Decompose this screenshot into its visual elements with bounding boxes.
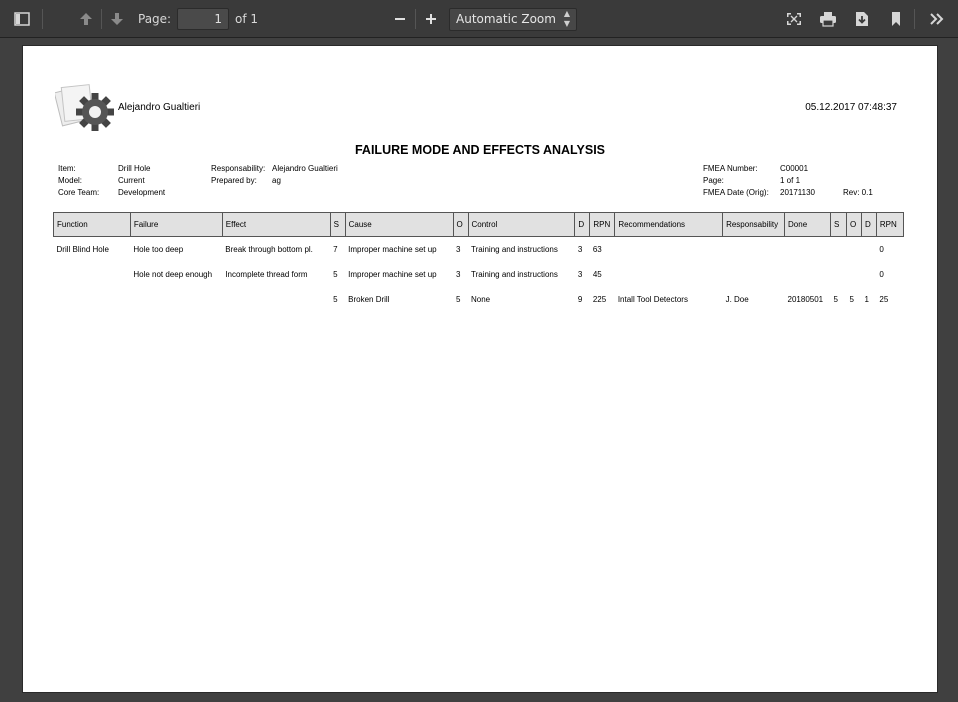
table-cell: 5 — [456, 294, 461, 304]
fmea-number-value: C00001 — [780, 164, 809, 173]
table-cell: 1 — [864, 294, 869, 304]
table-cell: 45 — [592, 269, 602, 279]
table-cell: Break through bottom pl. — [225, 244, 313, 254]
report-datetime: 05.12.2017 07:48:37 — [805, 102, 897, 113]
prepared-by-key: Prepared by: — [211, 176, 257, 185]
zoom-in-icon[interactable] — [419, 8, 443, 30]
table-cell: 5 — [333, 294, 338, 304]
table-cell — [222, 287, 330, 312]
revision: Rev: 0.1 — [843, 188, 873, 197]
table-cell — [846, 262, 861, 287]
table-cell: 25 — [879, 294, 889, 304]
column-header: S — [830, 213, 846, 237]
fmea-number-key: FMEA Number: — [703, 164, 758, 173]
column-header: Effect — [222, 213, 330, 237]
table-cell: Hole too deep — [133, 244, 184, 254]
table-cell: 5 — [833, 294, 838, 304]
table-header-row — [54, 213, 904, 237]
fmea-date-key: FMEA Date (Orig): — [703, 188, 769, 197]
table-cell: 0 — [879, 244, 884, 254]
column-header: O — [846, 213, 861, 237]
meta-right — [703, 163, 903, 203]
sidebar-toggle-icon[interactable] — [10, 8, 34, 30]
bookmark-icon[interactable] — [884, 8, 908, 30]
toolbar-separator — [914, 9, 915, 29]
model-value: Current — [118, 176, 145, 185]
table-cell: 63 — [592, 244, 602, 254]
responsability-key: Responsability: — [211, 164, 266, 173]
next-page-icon[interactable] — [105, 8, 129, 30]
table-row — [54, 262, 904, 287]
fmea-table — [53, 212, 904, 312]
table-cell: Hole not deep enough — [133, 269, 213, 279]
zoom-out-icon[interactable] — [388, 8, 412, 30]
table-cell: 3 — [577, 244, 583, 254]
table-cell — [54, 287, 131, 312]
document-viewer — [0, 38, 958, 702]
prepared-by-value: ag — [272, 176, 281, 185]
gear-document-logo-icon — [55, 79, 119, 135]
page-key: Page: — [703, 176, 724, 185]
previous-page-icon[interactable] — [74, 8, 98, 30]
column-header: O — [453, 213, 468, 237]
download-icon[interactable] — [850, 8, 874, 30]
meta-left — [58, 163, 208, 203]
fmea-date-value: 20171130 — [780, 188, 815, 197]
print-icon[interactable] — [816, 8, 840, 30]
table-cell — [54, 262, 131, 287]
pdf-toolbar — [0, 0, 958, 38]
toolbar-separator — [415, 9, 416, 29]
table-cell — [615, 262, 723, 287]
select-arrows-icon: ▲ ▼ — [563, 9, 570, 28]
table-cell — [723, 237, 785, 262]
table-cell — [830, 262, 846, 287]
column-header: D — [575, 213, 590, 237]
table-cell — [861, 262, 876, 287]
table-cell: 5 — [333, 269, 338, 279]
tools-menu-icon[interactable] — [925, 8, 949, 30]
column-header: Control — [468, 213, 575, 237]
table-cell — [861, 237, 876, 262]
report-title: FAILURE MODE AND EFFECTS ANALYSIS — [354, 143, 606, 157]
page-label: Page: — [138, 12, 172, 26]
team-value: Development — [118, 188, 166, 197]
table-cell: Training and instructions — [471, 269, 558, 279]
table-cell: 0 — [879, 269, 884, 279]
column-header: RPN — [876, 213, 903, 237]
zoom-select[interactable] — [449, 8, 577, 31]
table-cell: Training and instructions — [471, 244, 558, 254]
table-cell — [723, 262, 785, 287]
zoom-select-value: Automatic Zoom — [456, 12, 556, 26]
table-cell: Improper machine set up — [348, 244, 437, 254]
responsability-value: Alejandro Gualtieri — [272, 164, 338, 173]
page-count: of 1 — [235, 12, 259, 26]
table-cell — [130, 287, 222, 312]
meta-middle — [211, 163, 411, 193]
table-cell: Incomplete thread form — [225, 269, 308, 279]
toolbar-separator — [42, 9, 43, 29]
table-cell: 9 — [577, 294, 583, 304]
team-key: Core Team: — [58, 188, 100, 197]
table-cell: 5 — [849, 294, 854, 304]
table-cell: 3 — [456, 244, 461, 254]
table-cell: 3 — [456, 269, 461, 279]
column-header: RPN — [590, 213, 615, 237]
column-header: Recommendations — [615, 213, 723, 237]
table-cell: None — [471, 294, 491, 304]
table-cell: Broken Drill — [348, 294, 390, 304]
column-header: S — [330, 213, 345, 237]
column-header: D — [861, 213, 876, 237]
table-cell: 7 — [333, 244, 338, 254]
item-key: Item: — [58, 164, 76, 173]
table-cell — [785, 262, 831, 287]
table-cell: Intall Tool Detectors — [617, 294, 688, 304]
table-cell: J. Doe — [725, 294, 749, 304]
model-key: Model: — [58, 176, 83, 185]
column-header: Done — [785, 213, 831, 237]
column-header: Failure — [130, 213, 222, 237]
table-cell: Drill Blind Hole — [56, 244, 109, 254]
item-value: Drill Hole — [118, 164, 151, 173]
table-cell — [785, 237, 831, 262]
presentation-mode-icon[interactable] — [782, 8, 806, 30]
table-cell — [846, 237, 861, 262]
toolbar-separator — [101, 9, 102, 29]
page-value: 1 of 1 — [780, 176, 801, 185]
column-header: Responsability — [723, 213, 785, 237]
pdf-page — [23, 46, 937, 692]
table-row — [54, 287, 904, 312]
table-cell: Improper machine set up — [348, 269, 437, 279]
table-cell — [830, 237, 846, 262]
table-cell: 3 — [577, 269, 583, 279]
table-cell — [615, 237, 723, 262]
page-number-input[interactable] — [177, 8, 229, 30]
report-author: Alejandro Gualtieri — [118, 102, 201, 113]
column-header: Cause — [345, 213, 453, 237]
table-cell: 20180501 — [787, 294, 824, 304]
column-header: Function — [54, 213, 131, 237]
table-row — [54, 237, 904, 262]
table-cell: 225 — [592, 294, 607, 304]
